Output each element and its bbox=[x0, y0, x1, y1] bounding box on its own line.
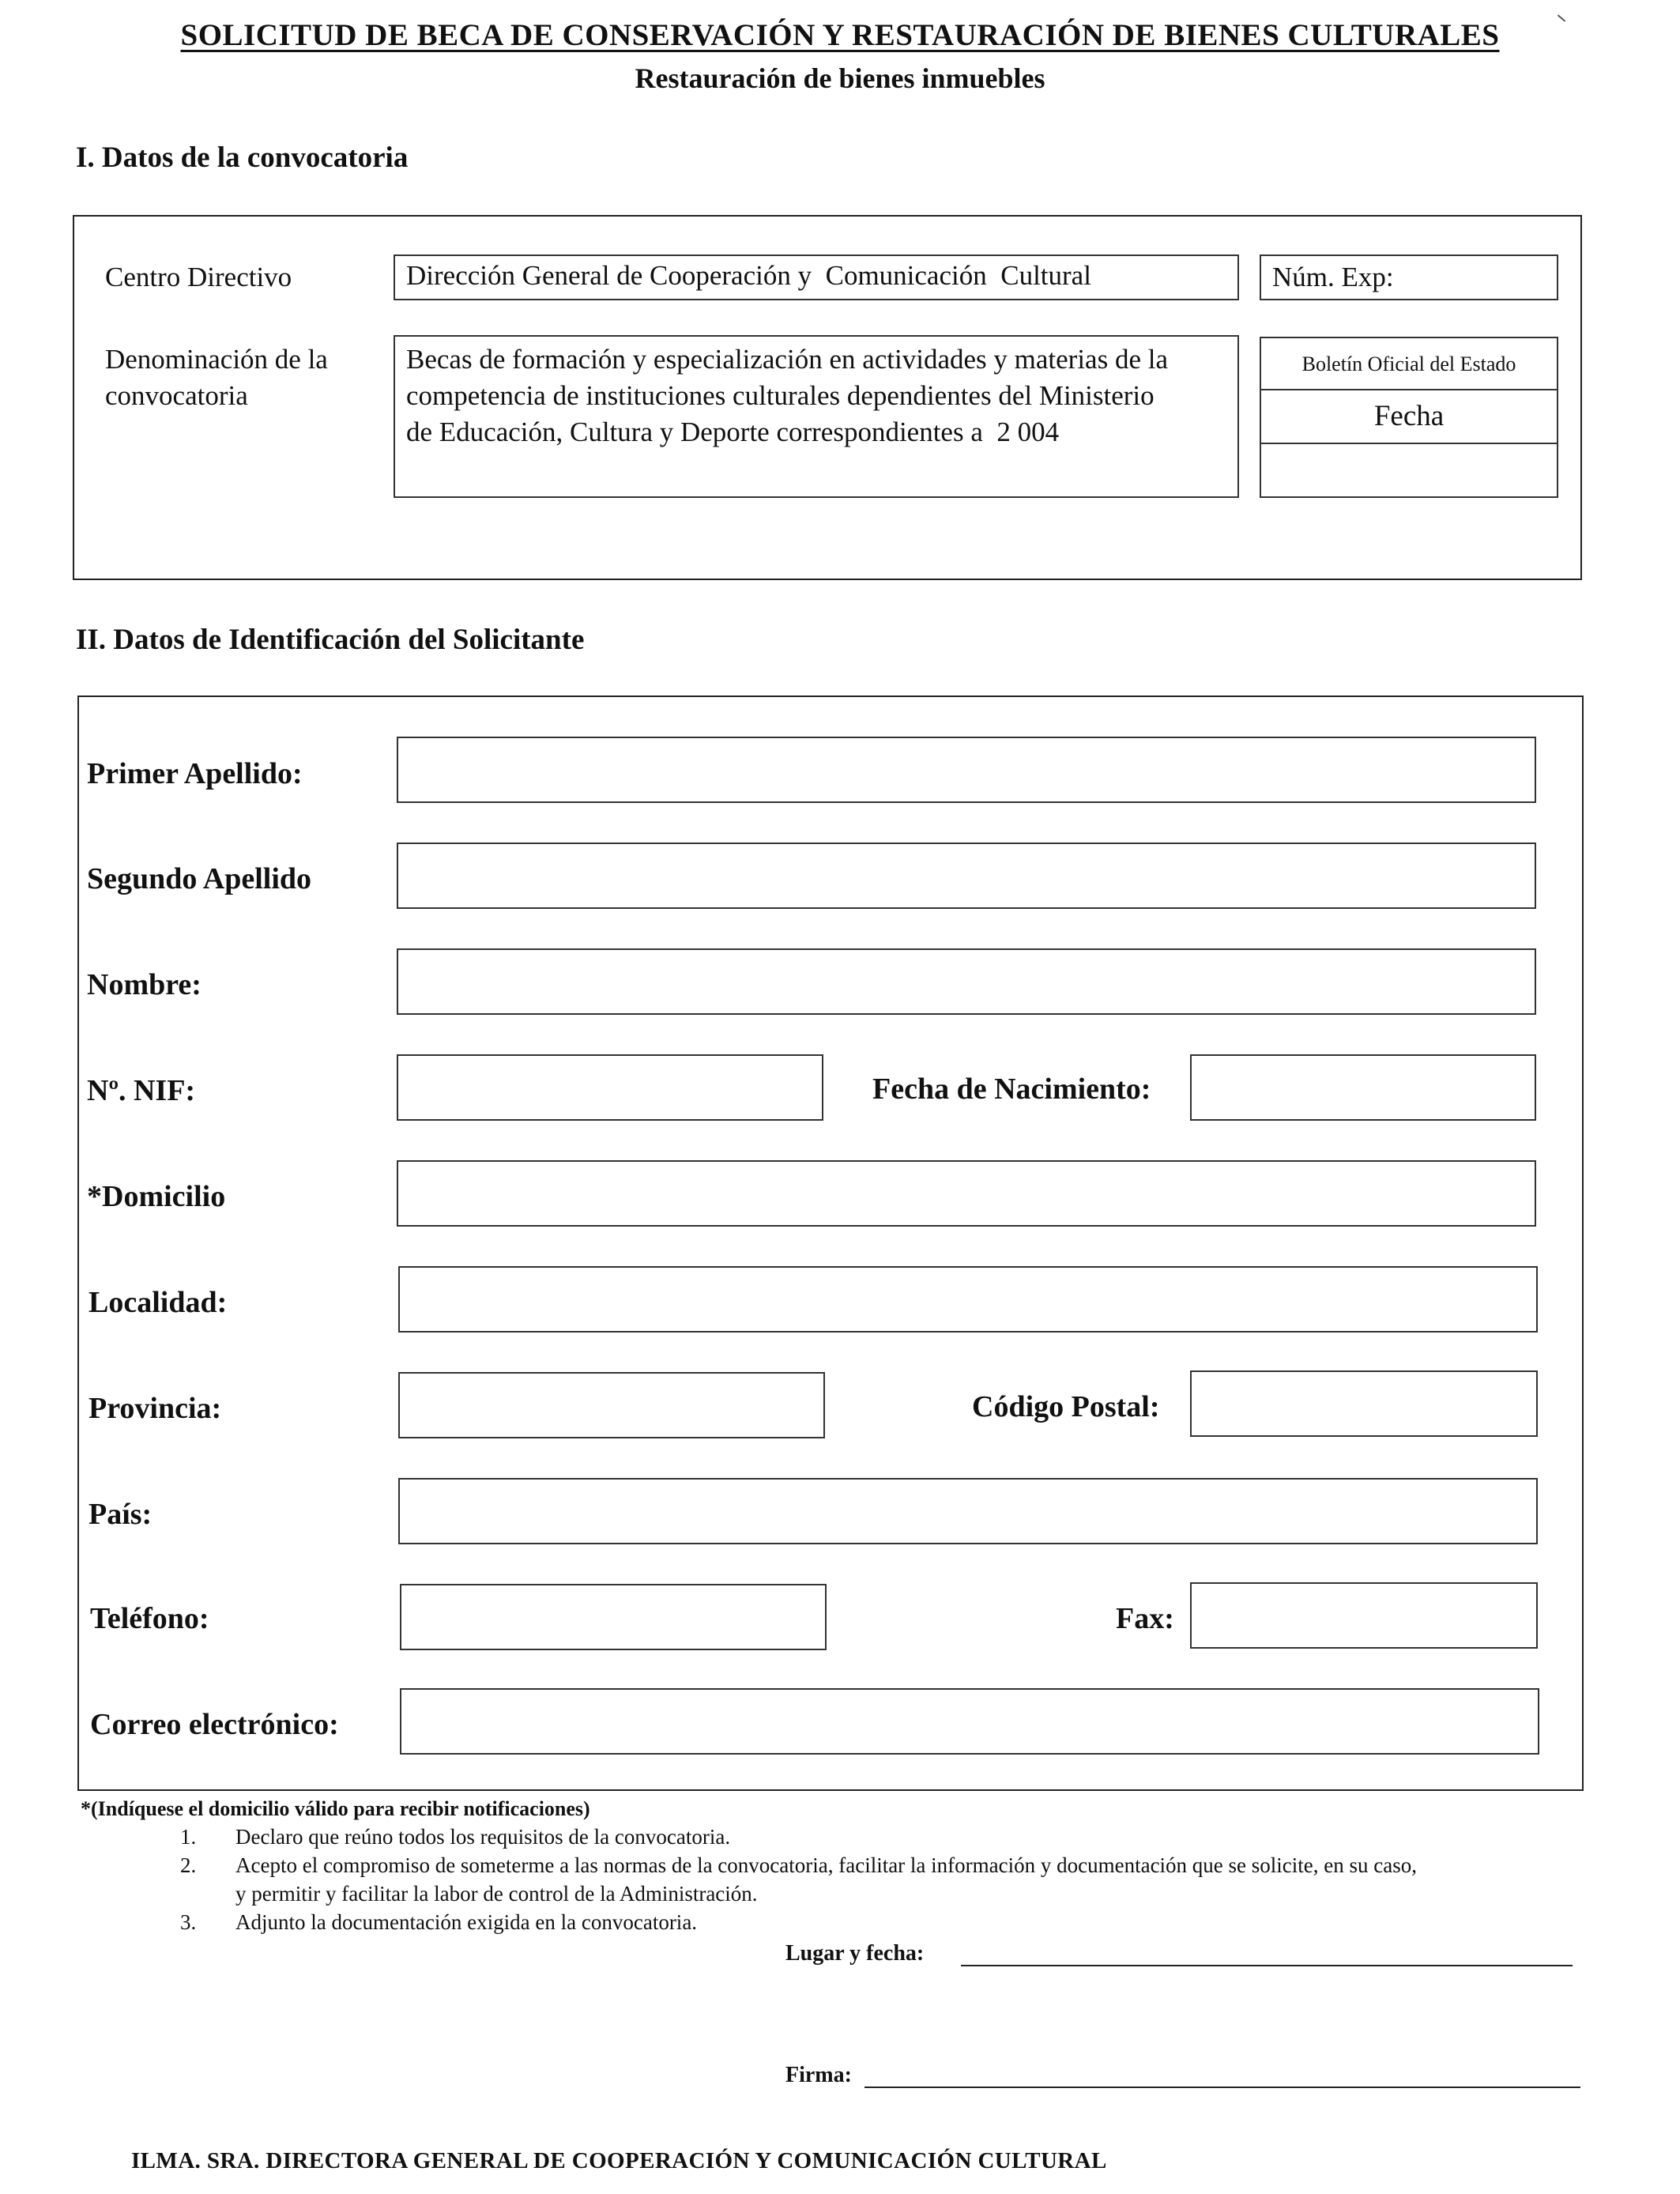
nombre-label: Nombre: bbox=[87, 968, 202, 1001]
provincia-label: Provincia: bbox=[89, 1392, 222, 1425]
pais-input[interactable] bbox=[398, 1478, 1538, 1544]
addressee: ILMA. SRA. DIRECTORA GENERAL DE COOPERACIÓN Y COMUNICACIÓN CULTURAL bbox=[131, 2148, 1107, 2173]
fecha-nacimiento-label: Fecha de Nacimiento: bbox=[872, 1072, 1151, 1106]
localidad-label: Localidad: bbox=[89, 1286, 228, 1319]
lugar-fecha-label: Lugar y fecha: bbox=[785, 1941, 925, 1966]
form-title bbox=[0, 17, 1680, 53]
declaration-2-text: Acepto el compromiso de someterme a las normas de la convocatoria, facilitar la información y documentación que se solicite, en su caso, bbox=[235, 1853, 1417, 1877]
declaration-2-continued: y permitir y facilitar la labor de control de la Administración. bbox=[235, 1882, 758, 1906]
denominacion-line-1: Becas de formación y especialización en actividades y materias de la bbox=[406, 344, 1169, 375]
segundo-apellido-label: Segundo Apellido bbox=[87, 862, 312, 895]
num-exp-label: Núm. Exp: bbox=[1272, 262, 1394, 292]
centro-directivo-value: Dirección General de Cooperación y Comunicación Cultural bbox=[406, 260, 1091, 291]
primer-apellido-input[interactable] bbox=[397, 737, 1536, 803]
codigo-postal-input[interactable] bbox=[1190, 1370, 1538, 1437]
nif-input[interactable] bbox=[397, 1054, 823, 1121]
nombre-input[interactable] bbox=[397, 948, 1536, 1015]
boe-label: Boletín Oficial del Estado bbox=[1261, 338, 1557, 390]
domicilio-note: *(Indíquese el domicilio válido para recibir notificaciones) bbox=[81, 1797, 590, 1820]
form-title-text: SOLICITUD DE BECA DE CONSERVACIÓN Y RESTAURACIÓN DE BIENES CULTURALES bbox=[180, 18, 1500, 52]
fax-input[interactable] bbox=[1190, 1582, 1538, 1649]
num-exp-field[interactable] bbox=[1260, 254, 1558, 300]
section-2-title: II. Datos de Identificación del Solicitante bbox=[76, 624, 585, 656]
section-1-title: I. Datos de la convocatoria bbox=[76, 141, 409, 174]
localidad-input[interactable] bbox=[398, 1266, 1538, 1333]
correo-input[interactable] bbox=[400, 1688, 1539, 1755]
declaration-1 bbox=[180, 1823, 730, 1851]
firma-line[interactable] bbox=[864, 2087, 1580, 2088]
firma-label: Firma: bbox=[785, 2063, 852, 2087]
codigo-postal-label: Código Postal: bbox=[972, 1390, 1160, 1423]
fecha-nacimiento-input[interactable] bbox=[1190, 1054, 1536, 1121]
pais-label: País: bbox=[89, 1498, 153, 1531]
domicilio-input[interactable] bbox=[397, 1160, 1536, 1227]
centro-directivo-field[interactable] bbox=[394, 254, 1239, 300]
declaration-3-text: Adjunto la documentación exigida en la convocatoria. bbox=[235, 1910, 698, 1934]
segundo-apellido-input[interactable] bbox=[397, 843, 1536, 909]
declaration-3-number: 3. bbox=[180, 1910, 197, 1934]
declaration-2-number: 2. bbox=[180, 1853, 197, 1877]
denominacion-label-line2: convocatoria bbox=[105, 380, 248, 411]
denominacion-line-3: de Educación, Cultura y Deporte correspondientes a 2 004 bbox=[406, 417, 1060, 447]
telefono-input[interactable] bbox=[400, 1584, 827, 1650]
domicilio-label: *Domicilio bbox=[87, 1180, 226, 1213]
declaration-2 bbox=[180, 1851, 1417, 1879]
form-subtitle: Restauración de bienes inmuebles bbox=[635, 62, 1045, 94]
nif-label: Nº. NIF: bbox=[87, 1074, 196, 1107]
boe-box bbox=[1260, 337, 1558, 498]
declaration-3 bbox=[180, 1908, 697, 1936]
declaration-1-number: 1. bbox=[180, 1825, 197, 1849]
fax-label: Fax: bbox=[1116, 1602, 1174, 1635]
declaration-1-text: Declaro que reúno todos los requisitos de la convocatoria. bbox=[235, 1825, 731, 1849]
boe-fecha-field[interactable] bbox=[1261, 444, 1557, 496]
provincia-input[interactable] bbox=[398, 1372, 825, 1438]
primer-apellido-label: Primer Apellido: bbox=[87, 757, 303, 790]
denominacion-label-line1: Denominación de la bbox=[105, 344, 328, 375]
lugar-fecha-line[interactable] bbox=[961, 1965, 1573, 1966]
boe-fecha-label: Fecha bbox=[1261, 390, 1557, 444]
denominacion-line-2: competencia de instituciones culturales dependientes del Ministerio bbox=[406, 380, 1155, 411]
centro-directivo-label: Centro Directivo bbox=[105, 262, 292, 292]
correo-label: Correo electrónico: bbox=[90, 1708, 339, 1741]
telefono-label: Teléfono: bbox=[90, 1602, 209, 1635]
denominacion-field[interactable] bbox=[394, 335, 1239, 498]
